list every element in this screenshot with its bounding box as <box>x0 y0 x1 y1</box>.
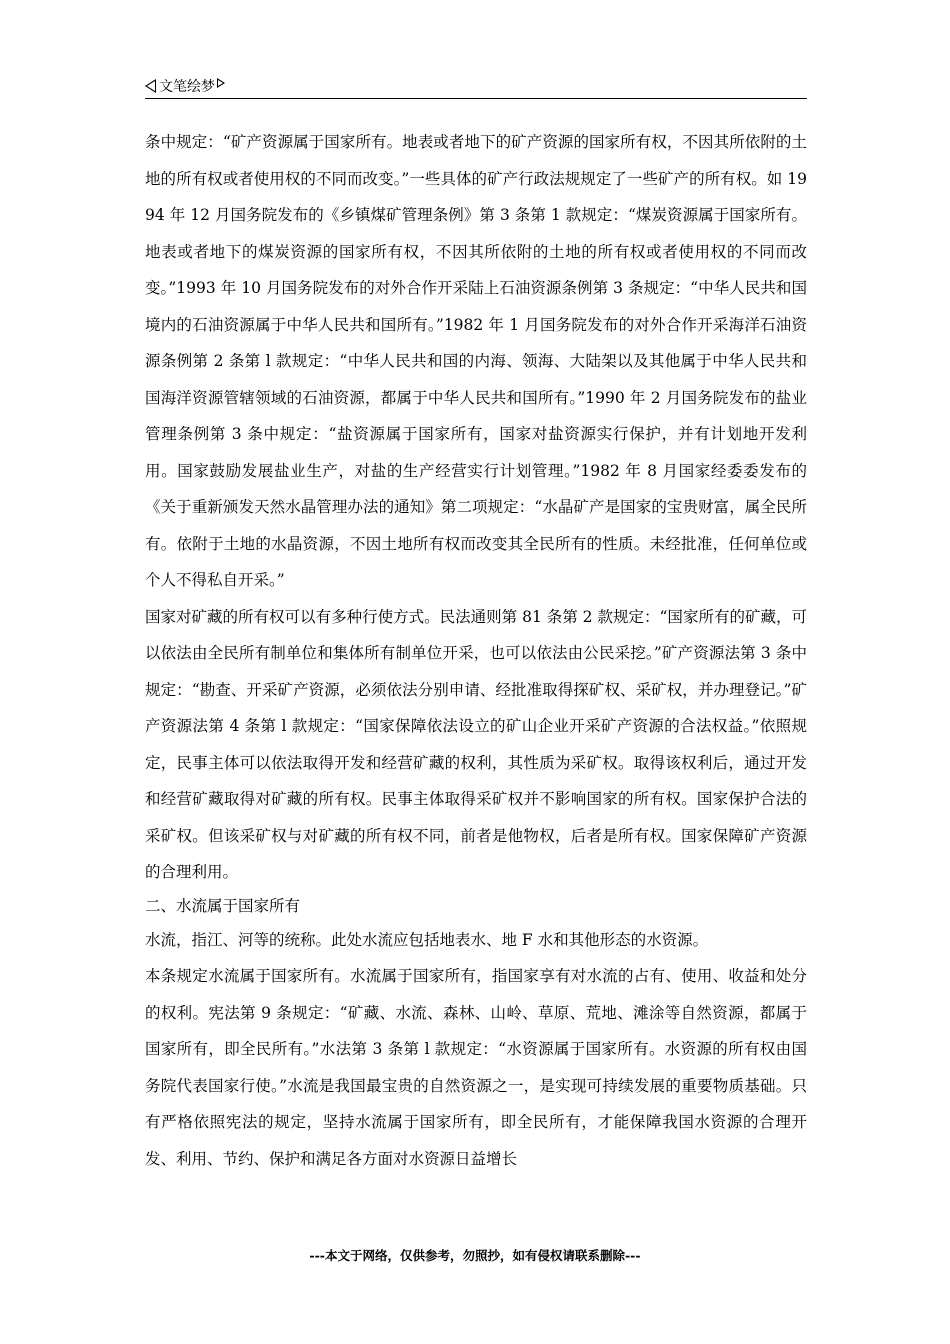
paragraph-mineral-regulations: 条中规定：“矿产资源属于国家所有。地表或者地下的矿产资源的国家所有权，不因其所依附的土地的所有权或者使用权的不同而改变。”一些具体的矿产行政法规规定了一些矿产的所有权。如 1994 年 12 月国务院发布的《乡镇煤矿管理条例》第 3 条第 1 款规定：“煤炭资源属于国家所有。地表或者地下的煤炭资源的国家所有权，不因其所依附的土地的所有权或者使用权的不同而改变。”1993 年 10 月国务院发布的对外合作开采陆上石油资源条例第 3 条规定：“中华人民共和国境内的石油资源属于中华人民共和国所有。”1982 年 1 月国务院发布的对外合作开采海洋石油资源条例第 2 条第 l 款规定：“中华人民共和国的内海、领海、大陆架以及其他属于中华人民共和国海洋资源管辖领域的石油资源，都属于中华人民共和国所有。”1990 年 2 月国务院发布的盐业管理条例第 3 条中规定：“盐资源属于国家所有，国家对盐资源实行保护，并有计划地开发利用。国家鼓励发展盐业生产，对盐的生产经营实行计划管理。”1982 年 8 月国家经委委发布的《关于重新颁发天然水晶管理办法的通知》第二项规定：“水晶矿产是国家的宝贵财富，属全民所有。依附于土地的水晶资源，不因土地所有权而改变其全民所有的性质。未经批准，任何单位或个人不得私自开采。” <box>145 133 807 589</box>
footer-disclaimer: ---本文于网络，仅供参考，勿照抄，如有侵权请联系删除--- <box>309 1248 641 1263</box>
paragraph-water-definition: 水流，指江、河等的统称。此处水流应包括地表水、地 F 水和其他形态的水资源。 <box>145 930 709 949</box>
right-triangle-icon <box>217 78 225 88</box>
brand-text: 文笔绘梦 <box>159 79 215 95</box>
section-heading-water: 二、水流属于国家所有 <box>145 896 301 915</box>
paragraph-water-ownership: 本条规定水流属于国家所有。水流属于国家所有，指国家享有对水流的占有、使用、收益和处分的权利。宪法第 9 条规定：“矿藏、水流、森林、山岭、草原、荒地、滩涂等自然资源，都属于国家所有，即全民所有。”水法第 3 条第 l 款规定：“水资源属于国家所有。水资源的所有权由国务院代表国家行使。”水流是我国最宝贵的自然资源之一，是实现可持续发展的重要物质基础。只有严格依照宪法的规定，坚持水流属于国家所有，即全民所有，才能保障我国水资源的合理开发、利用、节约、保护和满足各方面对水资源日益增长 <box>145 967 807 1168</box>
page-header <box>145 74 807 99</box>
document-body <box>145 124 807 1177</box>
header-brand <box>145 76 225 96</box>
paragraph-mineral-rights: 国家对矿藏的所有权可以有多种行使方式。民法通则第 81 条第 2 款规定：“国家所有的矿藏，可以依法由全民所有制单位和集体所有制单位开采，也可以依法由公民采挖。”矿产资源法第 3 条中规定：“勘查、开采矿产资源，必须依法分别申请、经批准取得探矿权、采矿权，并办理登记。”矿产资源法第 4 条第 l 款规定：“国家保障依法设立的矿山企业开采矿产资源的合法权益。”依照规定，民事主体可以依法取得开发和经营矿藏的权利，其性质为采矿权。取得该权利后，通过开发和经营矿藏取得对矿藏的所有权。民事主体取得采矿权并不影响国家的所有权。国家保护合法的采矿权。但该采矿权与对矿藏的所有权不同，前者是他物权，后者是所有权。国家保障矿产资源的合理利用。 <box>145 607 807 881</box>
left-triangle-icon <box>145 79 156 93</box>
